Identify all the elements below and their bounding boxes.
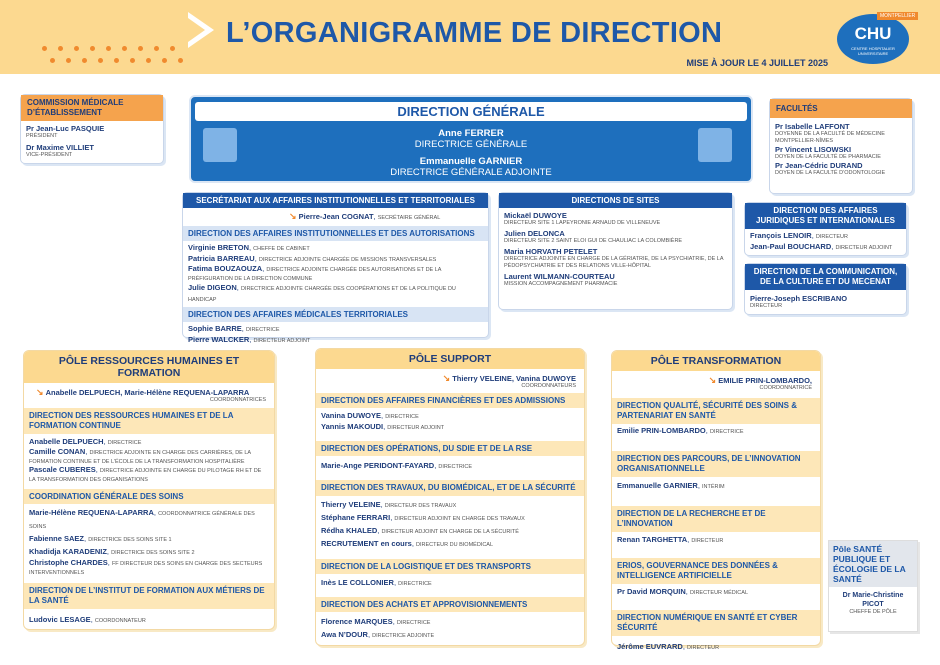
- rh-s3-title: DIRECTION DE L’INSTITUT DE FORMATION AUX MÉTIERS DE LA SANTÉ: [24, 583, 274, 609]
- sup-coord: ↘ Thierry VELEINE, Vanina DUWOYE: [442, 373, 576, 383]
- facultes-title: FACULTÉS: [770, 99, 912, 118]
- chevron-inner-icon: [188, 18, 205, 42]
- sante-name: Dr Marie-Christine PICOT: [842, 592, 904, 608]
- sup-s2-title: DIRECTION DES OPÉRATIONS, DU SDIE ET DE LA RSE: [316, 441, 584, 456]
- secretariat-head: ↘ Pierre-Jean COGNAT, SECRÉTAIRE GÉNÉRAL: [289, 211, 441, 221]
- rh-row: Camille CONAN, DIRECTRICE ADJOINTE EN CHARGE DES CARRIÈRES, DE LA FORMATION CONTINUE ET DE L’ÉCOLE DE LA TRANSFORMATION HOSPITALIÈRE: [29, 447, 251, 465]
- dir-affaires-inst-title: DIRECTION DES AFFAIRES INSTITUTIONNELLES ET DES AUTORISATIONS: [183, 226, 488, 241]
- cme-role-2: VICE-PRÉSIDENT: [26, 152, 73, 158]
- dg-title: DIRECTION GÉNÉRALE: [195, 102, 747, 121]
- page-title: L’ORGANIGRAMME DE DIRECTION: [226, 17, 723, 49]
- cme-role-1: PRÉSIDENT: [26, 133, 58, 139]
- faculte-name-2: Pr Vincent LISOWSKI: [775, 145, 852, 154]
- sec-row: Patricia BARREAU, DIRECTRICE ADJOINTE CHARGÉE DE MISSIONS TRANSVERSALES: [188, 254, 437, 263]
- rh-coord: ↘ Anabelle DELPUECH, Marie-Hélène REQUENA-LAPARRA: [36, 387, 250, 397]
- sup-row: Vanina DUWOYE, DIRECTRICE: [321, 411, 419, 420]
- rh-row: Fabienne SAEZ, DIRECTRICE DES SOINS SITE 1: [29, 534, 172, 543]
- sec-row: Virginie BRETON, CHEFFE DE CABINET: [188, 243, 310, 252]
- site-name: Laurent WILMANN-COURTEAU: [504, 272, 615, 281]
- tr-s2-title: DIRECTION DES PARCOURS, DE L’INNOVATION ORGANISATIONNELLE: [612, 451, 820, 477]
- rh-row: Marie-Hélène REQUENA-LAPARRA, COORDONNATRICE GÉNÉRALE DES SOINS: [29, 508, 255, 530]
- sup-row: Florence MARQUES, DIRECTRICE: [321, 617, 431, 626]
- decorative-dots: [38, 42, 188, 68]
- cme-name-2: Dr Maxime VILLIET: [26, 143, 94, 152]
- tr-coord-role: COORDONNATRICE: [759, 385, 812, 391]
- dir-affaires-med-title: DIRECTION DES AFFAIRES MÉDICALES TERRITORIALES: [183, 307, 488, 322]
- sec-row: Sophie BARRE, DIRECTRICE: [188, 324, 280, 333]
- cme-box: [20, 94, 164, 164]
- site-role: DIRECTEUR SITE 2 SAINT ELOI GUI DE CHAULIAC LA COLOMBIÈRE: [504, 238, 683, 244]
- tr-row: Emmanuelle GARNIER, INTÉRIM: [617, 481, 725, 490]
- sup-row: Rédha KHALED, DIRECTEUR ADJOINT EN CHARGE DE LA SÉCURITÉ: [321, 526, 519, 535]
- logo-subtext: CENTRE HOSPITALIER UNIVERSITAIRE: [851, 46, 895, 56]
- juri-row: François LENOIR, DIRECTEUR: [750, 231, 848, 240]
- pole-support-box: [315, 348, 585, 646]
- arrow-up-left-icon: [698, 128, 732, 162]
- rh-row: Anabelle DELPUECH, DIRECTRICE: [29, 437, 142, 446]
- logo-tag: MONTPELLIER: [877, 12, 918, 20]
- secretariat-box: [182, 192, 489, 344]
- arrow-icon: ↘: [36, 387, 44, 397]
- rh-row: Khadidja KARADENIZ, DIRECTRICE DES SOINS SITE 2: [29, 547, 195, 556]
- cme-name-1: Pr Jean-Luc PASQUIE: [26, 124, 105, 133]
- tr-s1-title: DIRECTION QUALITÉ, SÉCURITÉ DES SOINS & PARTENARIAT EN SANTÉ: [612, 398, 820, 424]
- arrow-icon: ↘: [289, 211, 297, 221]
- rh-s1-title: DIRECTION DES RESSOURCES HUMAINES ET DE LA FORMATION CONTINUE: [24, 408, 274, 434]
- tr-s5-title: DIRECTION NUMÉRIQUE EN SANTÉ ET CYBER SÉCURITÉ: [612, 610, 820, 636]
- tr-row: Pr David MORQUIN, DIRECTEUR MÉDICAL: [617, 587, 748, 596]
- facultes-box: [769, 98, 913, 194]
- sec-row: Julie DIGEON, DIRECTRICE ADJOINTE CHARGÉE DES COOPÉRATIONS ET DE LA POLITIQUE DU HANDICAP: [188, 283, 456, 303]
- tr-s4-title: ERIOS, GOUVERNANCE DES DONNÉES & INTELLIGENCE ARTIFICIELLE: [612, 558, 820, 584]
- sup-s1-title: DIRECTION DES AFFAIRES FINANCIÈRES ET DES ADMISSIONS: [316, 393, 584, 408]
- tr-s3-title: DIRECTION DE LA RECHERCHE ET DE L’INNOVATION: [612, 506, 820, 532]
- sup-row: Thierry VELEINE, DIRECTEUR DES TRAVAUX: [321, 500, 457, 509]
- site-role: DIRECTRICE ADJOINTE EN CHARGE DE LA GÉRIATRIE, DE LA PSYCHIATRIE, DE LA PÉDOPSYCHIATRIE ET DES RELATIONS VILLE-HÔPITAL: [504, 256, 724, 269]
- pole-support-title: PÔLE SUPPORT: [316, 349, 584, 369]
- comm-role: DIRECTEUR: [750, 303, 783, 309]
- tr-row: Renan TARGHETTA, DIRECTEUR: [617, 535, 724, 544]
- sante-title: Pôle SANTÉ PUBLIQUE ET ÉCOLOGIE DE LA SANTÉ: [829, 541, 917, 587]
- faculte-role-2: DOYEN DE LA FACULTÉ DE PHARMACIE: [775, 154, 881, 160]
- faculte-name-3: Pr Jean-Cédric DURAND: [775, 161, 863, 170]
- sites-box: [498, 192, 733, 310]
- cme-title: COMMISSION MÉDICALE D’ÉTABLISSEMENT: [21, 95, 163, 121]
- site-name: Maria HORVATH PETELET: [504, 247, 598, 256]
- rh-row: Christophe CHARDES, FF DIRECTEUR DES SOINS EN CHARGE DES SECTEURS INTERVENTIONNELS: [29, 558, 263, 576]
- pole-sante-publique-box: [828, 540, 918, 632]
- sup-row: Awa N’DOUR, DIRECTRICE ADJOINTE: [321, 630, 435, 639]
- sup-row: Yannis MAKOUDI, DIRECTEUR ADJOINT: [321, 422, 445, 431]
- pole-transformation-box: [611, 350, 821, 651]
- rh-coord-role: COORDONNATRICES: [209, 397, 266, 403]
- sup-s3-title: DIRECTION DES TRAVAUX, DU BIOMÉDICAL, ET DE LA SÉCURITÉ: [316, 480, 584, 496]
- site-name: Julien DELONCA: [504, 229, 565, 238]
- sec-row: Fatima BOUZAOUZA, DIRECTRICE ADJOINTE CHARGÉE DES AUTORISATIONS ET DE LA PRÉFIGURATION DE LA DIRECTION COMMUNE: [188, 264, 442, 282]
- logo-text: CHU: [854, 24, 892, 43]
- sup-row: Inès LE COLLONIER, DIRECTRICE: [321, 578, 432, 587]
- communication-title: DIRECTION DE LA COMMUNICATION, DE LA CULTURE ET DU MECENAT: [745, 264, 906, 290]
- chu-logo: [837, 13, 916, 64]
- rh-row: Ludovic LESAGE, COORDONNATEUR: [29, 615, 146, 624]
- rh-row: Pascale CUBERES, DIRECTRICE ADJOINTE EN CHARGE DU PILOTAGE RH ET DE LA TRANSFORMATION DES ORGANISATIONS: [29, 465, 262, 483]
- direction-generale-box: [189, 95, 753, 183]
- dg-role-2: DIRECTRICE GÉNÉRALE ADJOINTE: [390, 167, 552, 178]
- faculte-role-3: DOYEN DE LA FACULTÉ D’ODONTOLOGIE: [775, 170, 886, 176]
- arrow-down-right-icon: [203, 128, 237, 162]
- comm-row: Pierre-Joseph ESCRIBANO: [750, 294, 848, 303]
- communication-box: [744, 263, 907, 315]
- dg-name-2: Emmanuelle GARNIER: [419, 156, 523, 167]
- sites-title: DIRECTIONS DE SITES: [499, 193, 732, 208]
- sup-row: Stéphane FERRARI, DIRECTEUR ADJOINT EN CHARGE DES TRAVAUX: [321, 513, 525, 522]
- dg-name-1: Anne FERRER: [438, 128, 504, 139]
- faculte-name-1: Pr Isabelle LAFFONT: [775, 122, 850, 131]
- pole-transformation-title: PÔLE TRANSFORMATION: [612, 351, 820, 371]
- sup-coord-role: COORDONNATEURS: [521, 383, 576, 389]
- pole-rh-box: [23, 350, 275, 630]
- secretariat-title: SECRÉTARIAT AUX AFFAIRES INSTITUTIONNELLES ET TERRITORIALES: [183, 193, 488, 208]
- arrow-icon: ↘: [442, 373, 451, 383]
- juri-row: Jean-Paul BOUCHARD, DIRECTEUR ADJOINT: [750, 242, 893, 251]
- juridique-box: [744, 202, 907, 256]
- sup-s5-title: DIRECTION DES ACHATS ET APPROVISIONNEMENTS: [316, 597, 584, 612]
- update-date: MISE À JOUR LE 4 JUILLET 2025: [686, 58, 828, 68]
- faculte-role-1: DOYENNE DE LA FACULTÉ DE MÉDECINE MONTPELLIER-NÎMES: [775, 131, 885, 144]
- rh-s2-title: COORDINATION GÉNÉRALE DES SOINS: [24, 489, 274, 504]
- pole-rh-title: PÔLE RESSOURCES HUMAINES ET FORMATION: [24, 351, 274, 383]
- sup-s4-title: DIRECTION DE LA LOGISTIQUE ET DES TRANSPORTS: [316, 559, 584, 574]
- site-role: DIRECTEUR SITE 1 LAPEYRONIE ARNAUD DE VILLENEUVE: [504, 220, 661, 226]
- arrow-icon: ↘: [708, 375, 717, 385]
- tr-row: Jérôme EUVRARD, DIRECTEUR: [617, 642, 720, 651]
- tr-row: Emilie PRIN-LOMBARDO, DIRECTRICE: [617, 426, 744, 435]
- site-role: MISSION ACCOMPAGNEMENT PHARMACIE: [504, 281, 618, 287]
- sup-row: Marie-Ange PERIDONT-FAYARD, DIRECTRICE: [321, 461, 473, 470]
- sup-row: RECRUTEMENT en cours, DIRECTEUR DU BIOMÉDICAL: [321, 539, 494, 548]
- dg-role-1: DIRECTRICE GÉNÉRALE: [414, 139, 528, 150]
- juridique-title: DIRECTION DES AFFAIRES JURIDIQUES ET INTERNATIONALES: [745, 203, 906, 229]
- sante-role: CHEFFE DE PÔLE: [849, 609, 897, 615]
- tr-coord: ↘ EMILIE PRIN-LOMBARDO,: [708, 375, 812, 385]
- sec-row: Pierre WALCKER, DIRECTEUR ADJOINT: [188, 335, 311, 344]
- site-name: Mickaël DUWOYE: [504, 211, 567, 220]
